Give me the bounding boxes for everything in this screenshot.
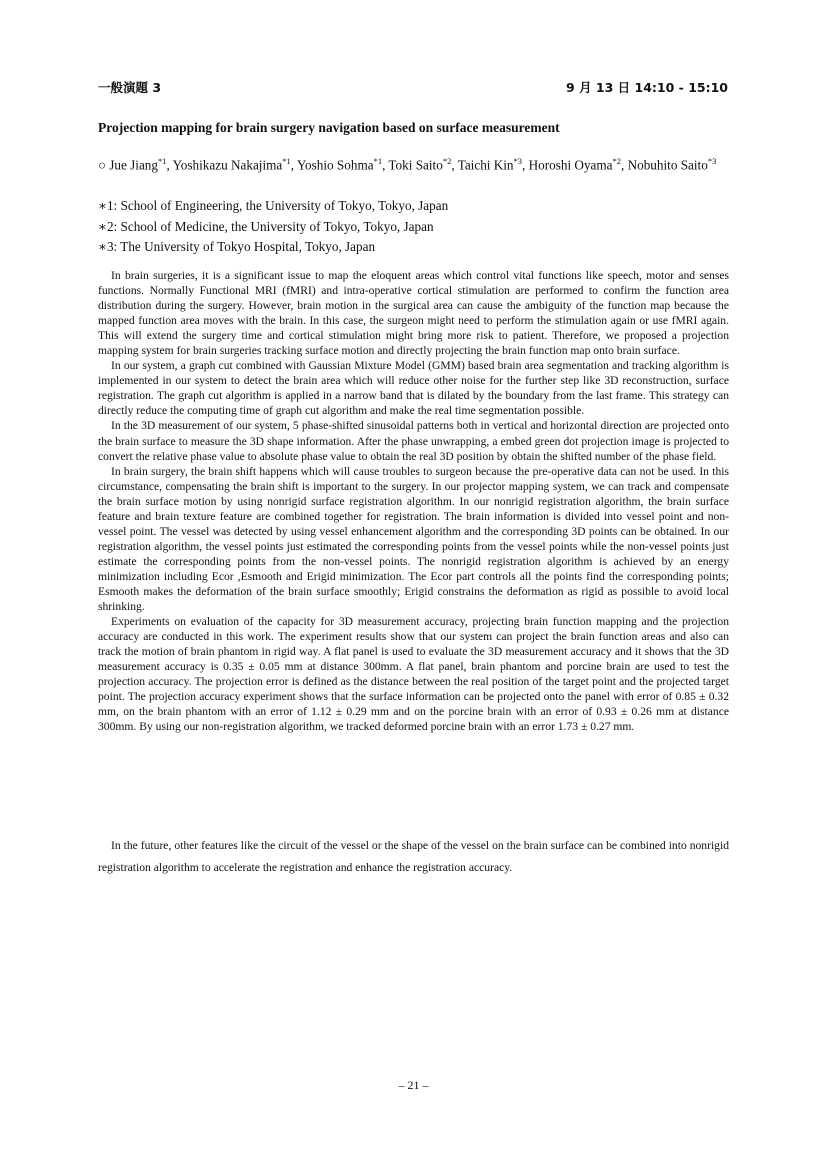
author-name: Horoshi Oyama (528, 157, 613, 173)
abstract-body (98, 268, 729, 734)
paper-title: Projection mapping for brain surgery navigation based on surface measurement (98, 120, 560, 135)
body-paragraph: In brain surgeries, it is a significant issue to map the eloquent areas which control vital functions like speech, motor and senses functions. Normally Functional MRI (fMRI) and intra-operative cortical stimulation are performed to confirm the function area distribution during the surgery. However, brain motion in the surgical area can cause the ambiguity of the function map because the mapped function area moves with the brain. In this case, the surgeon might need to perform the stimulation again or use fMRI again. This will extend the surgery time and cortical stimulation might bring more risk to patient. Therefore, we proposed a projection mapping system for brain surgeries tracking surface motion and directly projecting the brain function map onto brain surface. (98, 269, 729, 358)
author-affil-mark: *3 (707, 156, 717, 166)
author-prefix: ○ (98, 157, 110, 173)
author-prefix: , (382, 157, 389, 173)
author-affil-mark: *3 (513, 156, 523, 166)
author-affil-mark: *1 (157, 156, 167, 166)
author-name: Toki Saito (388, 157, 443, 173)
body-paragraph: In our system, a graph cut combined with Gaussian Mixture Model (GMM) based brain area segmentation and tracking algorithm is implemented in our system to detect the brain area which will reduce other noise for the further step like 3D reconstruction, surface registration. The graph cut algorithm is applied in a narrow band that is dilated by the boundary from the last frame. This strategy can directly reduce the computing time of graph cut algorithm and make the real time segmentation possible. (98, 359, 729, 418)
body-paragraph: In the 3D measurement of our system, 5 phase-shifted sinusoidal patterns both in vertical and horizontal direction are projected onto the brain surface to measure the 3D shape information. After the phase unwrapping, a embed green dot projection image is projected to convert the relative phase value to absolute phase value to obtain the real 3D position by obtain the shifted number of the phase field. (98, 419, 729, 463)
body-paragraph: Experiments on evaluation of the capacity for 3D measurement accuracy, projecting brain function mapping and the projection accuracy are conducted in this work. The experiment results show that our system can project the brain function areas and also can track the motion of brain phantom in rigid way. A flat panel is used to evaluate the 3D measurement accuracy and it shows that the 3D measurement accuracy is 0.35 ± 0.05 mm at distance 300mm. A flat panel, brain phantom and porcine brain are used to test the projection accuracy. The projection error is defined as the distance between the real position of the target point and the projected target point. The projection accuracy experiment shows that the surface information can be projected onto the panel with error of 0.85 ± 0.32 mm, on the brain phantom with an error of 1.12 ± 0.29 mm and on the porcine brain with an error of 0.93 ± 0.26 mm at distance 300mm. By using our non-registration algorithm, we tracked deformed porcine brain with an error 1.73 ± 0.27 mm. (98, 615, 729, 734)
author-prefix: , (451, 157, 458, 173)
author-prefix: , (290, 157, 297, 173)
author-affil-mark: *2 (612, 156, 621, 166)
author-prefix: , (166, 157, 173, 173)
running-header (98, 78, 728, 96)
page-number: – 21 – (398, 1078, 429, 1092)
body-paragraph: In brain surgery, the brain shift happens which will cause troubles to surgeon because the pre-operative data can not be used. In this circumstance, compensating the brain shift is important to the surgery. In our projector mapping system, we can track and compensate the brain surface motion by using nonrigid surface registration algorithm. In our nonrigid registration algorithm, the brain surface feature and brain texture feature are combined together for registration. The brain information is divided into vessel point and non-vessel point. The vessel was detected by using vessel enhancement algorithm and the corresponding 3D points can be obtained. In our registration algorithm, the vessel points just estimated the corresponding points from the vessel points while the non-vessel points just estimate the corresponding points from the non-vessel points. The nonrigid registration algorithm is achieved by an energy minimization including Ecor ,Esmooth and Erigid minimization. The Ecor part controls all the points find the corresponding points; Esmooth makes the deformation of the brain surface smoothly; Erigid constrains the deformation as rigid as possible to avoid local shrinking. (98, 464, 729, 614)
affiliation-list (98, 196, 730, 258)
author-affil-mark: *1 (282, 156, 291, 166)
session-datetime: 9 月 13 日 14:10 - 15:10 (566, 80, 728, 95)
author-affil-mark: *2 (442, 156, 452, 166)
author-prefix: , (621, 157, 628, 173)
author-list (98, 151, 730, 175)
author-name: Yoshikazu Nakajima (172, 157, 283, 173)
author-prefix: , (522, 157, 529, 173)
author-name: Nobuhito Saito (627, 157, 708, 173)
affiliation: ∗3: The University of Tokyo Hospital, Tokyo, Japan (98, 239, 376, 254)
closing-paragraph: In the future, other features like the circuit of the vessel or the shape of the vessel on the brain surface can be combined into nonrigid registration algorithm to accelerate the registration and enhance the registration accuracy. (98, 839, 729, 874)
affiliation: ∗2: School of Medicine, the University of Tokyo, Tokyo, Japan (98, 218, 434, 234)
author-affil-mark: *1 (373, 156, 383, 166)
author-name: Jue Jiang (109, 157, 158, 173)
affiliation: ∗1: School of Engineering, the University of Tokyo, Tokyo, Japan (98, 198, 449, 213)
author-name: Yoshio Sohma (296, 157, 374, 173)
session-label: 一般演題 3 (98, 80, 162, 95)
author-name: Taichi Kin (457, 157, 514, 173)
